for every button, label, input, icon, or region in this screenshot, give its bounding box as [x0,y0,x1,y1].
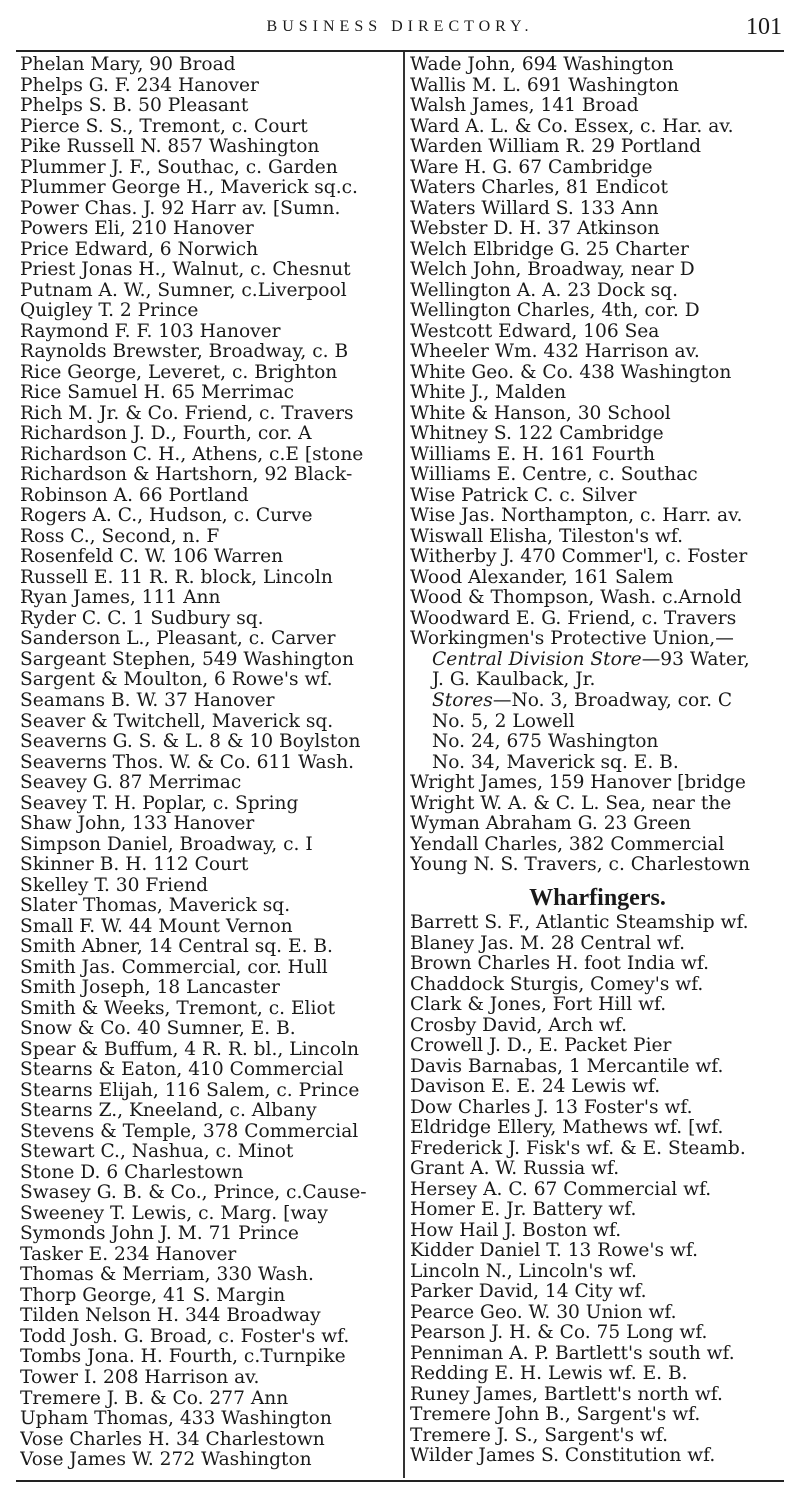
directory-entry: Pearson J. H. & Co. 75 Long wf. [410,1322,708,1344]
directory-sub-entry [410,691,785,712]
directory-entry: Stearns & Eaton, 410 Commercial [20,1059,344,1081]
store-address: No. 24, 675 Washington [432,731,659,753]
directory-entry: Small F. W. 44 Mount Vernon [20,915,293,937]
running-title: BUSINESS DIRECTORY. [266,18,534,35]
directory-entry: Tremere J. S., Sargent's wf. [410,1424,669,1446]
directory-entry: Clark & Jones, Fort Hill wf. [410,994,667,1016]
directory-entry: Wellington Charles, 4th, cor. D [410,300,700,322]
directory-entry: Parker David, 14 City wf. [410,1281,647,1303]
directory-entry: Seaverns Thos. W. & Co. 611 Wash. [20,751,355,773]
directory-entry: Wright James, 159 Hanover [bridge [410,772,746,794]
store-label: Central Division Store [432,648,642,670]
directory-entry: Seaverns G. S. & L. 8 & 10 Boylston [20,731,361,753]
directory-entry: Tremere J. B. & Co. 277 Ann [20,1387,289,1409]
directory-entry: Thorp George, 41 S. Margin [20,1284,286,1306]
directory-entry: Wiswall Elisha, Tileston's wf. [410,525,684,547]
directory-entry: Pike Russell N. 857 Washington [20,136,320,158]
directory-entry: Seaver & Twitchell, Maverick sq. [20,710,334,732]
directory-entry: Eldridge Ellery, Mathews wf. [wf. [410,1117,724,1139]
page-header [0,14,800,44]
directory-entry: Robinson A. 66 Portland [20,484,249,506]
directory-entry: Wellington A. A. 23 Dock sq. [410,279,678,301]
directory-entry: Wallis M. L. 691 Washington [410,74,679,96]
directory-entry: Seavey T. H. Poplar, c. Spring [20,792,299,814]
directory-entry: Raymond F. F. 103 Hanover [20,320,281,342]
directory-entry: Rice Samuel H. 65 Merrimac [20,382,295,404]
directory-entry: Penniman A. P. Bartlett's south wf. [410,1342,735,1364]
directory-entry: Kidder Daniel T. 13 Rowe's wf. [410,1240,699,1262]
store-label: Stores [432,689,493,711]
directory-entry: Webster D. H. 37 Atkinson [410,218,660,240]
directory-entry: Stearns Elijah, 116 Salem, c. Prince [20,1079,360,1101]
directory-entry: Frederick J. Fisk's wf. & E. Steamb. [410,1137,746,1159]
directory-entry: Sargeant Stephen, 549 Washington [20,648,354,670]
directory-entry: Wise Jas. Northampton, c. Harr. av. [410,505,743,527]
directory-entry: Smith Joseph, 18 Lancaster [20,977,280,999]
directory-entry: White & Hanson, 30 School [410,402,671,424]
directory-entry: Putnam A. W., Sumner, c.Liverpool [20,279,347,301]
directory-entry: Whitney S. 122 Cambridge [410,423,664,445]
directory-entry: Shaw John, 133 Hanover [20,813,255,835]
wharfingers-section [410,883,785,1467]
directory-entry: Powers Eli, 210 Hanover [20,218,254,240]
directory-entry: Workingmen's Protective Union,— [410,628,734,650]
directory-entry: Phelps G. F. 234 Hanover [20,74,259,96]
directory-entry: Redding E. H. Lewis wf. E. B. [410,1363,688,1385]
directory-entry: Wood Alexander, 161 Salem [410,566,674,588]
directory-entry: Stone D. 6 Charlestown [20,1161,244,1183]
directory-entry: Dow Charles J. 13 Foster's wf. [410,1096,693,1118]
directory-entry: Wilder James S. Constitution wf. [410,1445,716,1467]
right-column [410,55,785,876]
directory-entry: Wright W. A. & C. L. Sea, near the [410,792,732,814]
directory-entry: Yendall Charles, 382 Commercial [410,833,725,855]
directory-entry: Phelps S. B. 50 Pleasant [20,95,249,117]
directory-entry: Thomas & Merriam, 330 Wash. [20,1264,314,1286]
directory-entry: Stewart C., Nashua, c. Minot [20,1141,294,1163]
directory-entry: Simpson Daniel, Broadway, c. I [20,833,313,855]
directory-entry: Blaney Jas. M. 28 Central wf. [410,932,685,954]
directory-entry: Snow & Co. 40 Sumner, E. B. [20,1018,296,1040]
directory-entry: Davis Barnabas, 1 Mercantile wf. [410,1055,724,1077]
store-address: —No. 3, Broadway, cor. C [492,689,733,711]
directory-entry: Rogers A. C., Hudson, c. Curve [20,505,313,527]
directory-entry: Westcott Edward, 106 Sea [410,320,660,342]
directory-entry: Smith & Weeks, Tremont, c. Eliot [20,997,336,1019]
directory-entry: Vose James W. 272 Washington [20,1449,312,1471]
directory-entry: Ward A. L. & Co. Essex, c. Har. av. [410,115,734,137]
directory-entry: Price Edward, 6 Norwich [20,238,259,260]
store-address: No. 34, Maverick sq. E. B. [432,751,679,773]
directory-entry: Rice George, Leveret, c. Brighton [20,361,338,383]
directory-entry: Tremere John B., Sargent's wf. [410,1404,701,1426]
directory-entry: Plummer George H., Maverick sq.c. [20,177,358,199]
directory-entry: Waters Charles, 81 Endicot [410,177,668,199]
directory-entry: Ware H. G. 67 Cambridge [410,156,653,178]
directory-entry: Stevens & Temple, 378 Commercial [20,1120,359,1142]
directory-entry: How Hail J. Boston wf. [410,1219,622,1241]
directory-entry: Young N. S. Travers, c. Charlestown [410,854,751,876]
directory-entry: Russell E. 11 R. R. block, Lincoln [20,566,333,588]
directory-entry: Pierce S. S., Tremont, c. Court [20,115,308,137]
directory-entry: Rosenfeld C. W. 106 Warren [20,546,284,568]
directory-entry: Skinner B. H. 112 Court [20,854,249,876]
left-column [20,55,400,1471]
directory-entry: Crowell J. D., E. Packet Pier [410,1035,672,1057]
directory-entry: Chaddock Sturgis, Comey's wf. [410,973,704,995]
directory-entry: Hersey A. C. 67 Commercial wf. [410,1178,712,1200]
directory-entry: Upham Thomas, 433 Washington [20,1408,332,1430]
directory-sub-entry [410,650,785,671]
directory-entry: Pearce Geo. W. 30 Union wf. [410,1301,677,1323]
directory-sub-entry [410,670,785,691]
directory-entry: Walsh James, 141 Broad [410,95,639,117]
directory-entry: Tilden Nelson H. 344 Broadway [20,1305,321,1327]
directory-entry: Richardson & Hartshorn, 92 Black- [20,464,353,486]
directory-entry: Raynolds Brewster, Broadway, c. B [20,341,349,363]
directory-entry: Stearns Z., Kneeland, c. Albany [20,1100,317,1122]
directory-entry: Rich M. Jr. & Co. Friend, c. Travers [20,402,354,424]
directory-entry: Slater Thomas, Maverick sq. [20,895,291,917]
directory-entry: Priest Jonas H., Walnut, c. Chesnut [20,259,351,281]
directory-entry: Grant A. W. Russia wf. [410,1158,620,1180]
directory-entry: Wise Patrick C. c. Silver [410,484,637,506]
directory-entry: Ross C., Second, n. F [20,525,220,547]
directory-entry: Lincoln N., Lincoln's wf. [410,1260,637,1282]
page-number: 101 [746,14,782,40]
directory-sub-entry [410,732,785,753]
directory-entry: Sargent & Moulton, 6 Rowe's wf. [20,669,333,691]
directory-entry: White Geo. & Co. 438 Washington [410,361,732,383]
directory-entry: Wade John, 694 Washington [410,55,674,75]
directory-entry: Davison E. E. 24 Lewis wf. [410,1076,661,1098]
store-address: No. 5, 2 Lowell [432,710,575,732]
directory-entry: Plummer J. F., Southac, c. Garden [20,156,338,178]
directory-entry: Smith Abner, 14 Central sq. E. B. [20,936,333,958]
directory-entry: Ryder C. C. 1 Sudbury sq. [20,607,264,629]
directory-entry: Quigley T. 2 Prince [20,300,199,322]
directory-entry: Wood & Thompson, Wash. c.Arnold [410,587,742,609]
directory-entry: White J., Malden [410,382,567,404]
directory-entry: Brown Charles H. foot India wf. [410,953,710,975]
directory-entry: Tombs Jona. H. Fourth, c.Turnpike [20,1346,346,1368]
directory-entry: Skelley T. 30 Friend [20,874,208,896]
directory-entry: Phelan Mary, 90 Broad [20,55,236,75]
directory-entry: Warden William R. 29 Portland [410,136,702,158]
directory-entry: Woodward E. G. Friend, c. Travers [410,607,737,629]
directory-entry: Williams E. Centre, c. Southac [410,464,698,486]
directory-entry: Witherby J. 470 Commer'l, c. Foster [410,546,748,568]
directory-entry: Wyman Abraham G. 23 Green [410,813,692,835]
store-address: —93 Water, [641,648,750,670]
directory-entry: Power Chas. J. 92 Harr av. [Sumn. [20,197,341,219]
directory-entry: Richardson J. D., Fourth, cor. A [20,423,312,445]
directory-entry: Wheeler Wm. 432 Harrison av. [410,341,700,363]
directory-entry: Todd Josh. G. Broad, c. Foster's wf. [20,1325,350,1347]
directory-sub-entry [410,712,785,733]
directory-entry: Seavey G. 87 Merrimac [20,772,242,794]
directory-entry: Sanderson L., Pleasant, c. Carver [20,628,336,650]
directory-entry: Sweeney T. Lewis, c. Marg. [way [20,1202,328,1224]
wharfingers-list [410,913,785,1467]
directory-entry: Richardson C. H., Athens, c.E [stone [20,443,364,465]
directory-entry: Williams E. H. 161 Fourth [410,443,655,465]
directory-entry: Ryan James, 111 Ann [20,587,221,609]
directory-entry: Runey James, Bartlett's north wf. [410,1383,723,1405]
directory-entry: Spear & Buffum, 4 R. R. bl., Lincoln [20,1038,360,1060]
store-agent: J. G. Kaulback, Jr. [432,669,596,691]
directory-entry: Homer E. Jr. Battery wf. [410,1199,637,1221]
directory-entry: Symonds John J. M. 71 Prince [20,1223,299,1245]
directory-entry: Welch Elbridge G. 25 Charter [410,238,689,260]
directory-entry: Smith Jas. Commercial, cor. Hull [20,956,328,978]
directory-entry: Vose Charles H. 34 Charlestown [20,1428,325,1450]
directory-entry: Waters Willard S. 133 Ann [410,197,659,219]
directory-entry: Tower I. 208 Harrison av. [20,1367,260,1388]
directory-entry: Tasker E. 234 Hanover [20,1243,237,1265]
column-divider [403,52,405,1478]
directory-entry: Crosby David, Arch wf. [410,1014,627,1036]
directory-entry: Welch John, Broadway, near D [410,259,695,281]
directory-entry: Swasey G. B. & Co., Prince, c.Cause- [20,1182,367,1204]
directory-entry: Barrett S. F., Atlantic Steamship wf. [410,913,749,933]
directory-entry: Seamans B. W. 37 Hanover [20,689,275,711]
section-heading: Wharfingers. [529,885,666,911]
directory-sub-entry [410,753,785,774]
